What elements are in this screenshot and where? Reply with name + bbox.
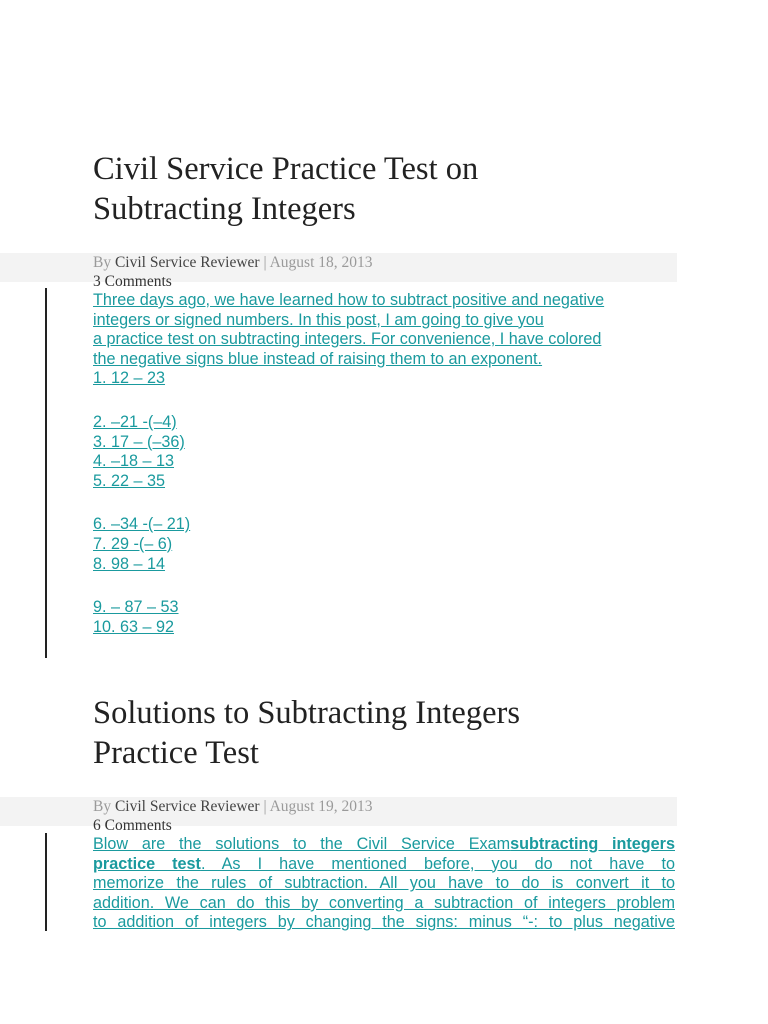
problem-item[interactable]: 6. –34 -(– 21) (93, 515, 191, 534)
post-title-line: Practice Test (93, 734, 259, 771)
spacer (93, 491, 675, 515)
bold-text: subtracting integers (510, 835, 675, 853)
problem-item[interactable]: 1. 12 – 23 (93, 369, 166, 388)
post-body (0, 291, 768, 637)
post-text (93, 835, 675, 933)
bold-text: practice test (93, 854, 201, 873)
spacer (93, 389, 675, 413)
post-body (0, 835, 768, 933)
spacer (93, 574, 675, 598)
body-line[interactable]: to addition of integers by changing the signs: minus “-: to plus negative (93, 913, 675, 932)
by-label: By (93, 798, 112, 815)
intro-line[interactable]: a practice test on subtracting integers. For convenience, I have colored (93, 330, 602, 349)
problem-item[interactable]: 10. 63 – 92 (93, 617, 175, 636)
post-solutions (0, 694, 768, 933)
problem-item[interactable]: 3. 17 – (–36) (93, 432, 185, 451)
body-line[interactable] (93, 835, 675, 855)
post-date: August 19, 2013 (269, 798, 373, 815)
post-title-line: Solutions to Subtracting Integers (93, 695, 520, 731)
post-title-line: Civil Service Practice Test on (93, 151, 479, 187)
problem-item[interactable]: 9. – 87 – 53 (93, 598, 179, 617)
post-title[interactable] (93, 150, 653, 229)
problem-item[interactable]: 5. 22 – 35 (93, 471, 166, 490)
meta-separator: | (263, 798, 267, 815)
intro-line[interactable]: the negative signs blue instead of raising them to an exponent. (93, 349, 543, 368)
author-link[interactable]: Civil Service Reviewer (114, 254, 260, 271)
meta-separator: | (263, 254, 267, 271)
comments-link[interactable]: 6 Comments (93, 817, 172, 834)
by-label: By (93, 254, 112, 271)
body-line[interactable]: memorize the rules of subtraction. All you have to do is convert it to (93, 874, 675, 893)
intro-line[interactable]: integers or signed numbers. In this post, I am going to give you (93, 310, 544, 329)
post-meta (0, 797, 677, 834)
post-title-line: Subtracting Integers (93, 190, 356, 227)
post-meta (0, 253, 677, 290)
body-text: . As I have mentioned before, you do not have to (200, 854, 675, 873)
post-date: August 18, 2013 (269, 254, 373, 271)
comments-link[interactable]: 3 Comments (93, 273, 172, 290)
intro-line[interactable]: Three days ago, we have learned how to subtract positive and negative (93, 291, 605, 309)
body-line[interactable]: addition. We can do this by converting a subtraction of integers problem (93, 893, 675, 912)
post-text (93, 291, 675, 637)
problem-item[interactable]: 7. 29 -(– 6) (93, 534, 173, 553)
problem-item[interactable]: 8. 98 – 14 (93, 554, 166, 573)
author-link[interactable]: Civil Service Reviewer (114, 798, 260, 815)
problem-item[interactable]: 4. –18 – 13 (93, 452, 175, 471)
problem-item[interactable]: 2. –21 -(–4) (93, 412, 177, 431)
quote-bar (45, 288, 47, 658)
post-subtracting-integers-test (0, 150, 768, 637)
body-text: Blow are the solutions to the Civil Service Exam (93, 835, 511, 853)
body-line[interactable] (93, 855, 675, 875)
quote-bar (45, 833, 47, 931)
post-title[interactable] (93, 694, 653, 773)
